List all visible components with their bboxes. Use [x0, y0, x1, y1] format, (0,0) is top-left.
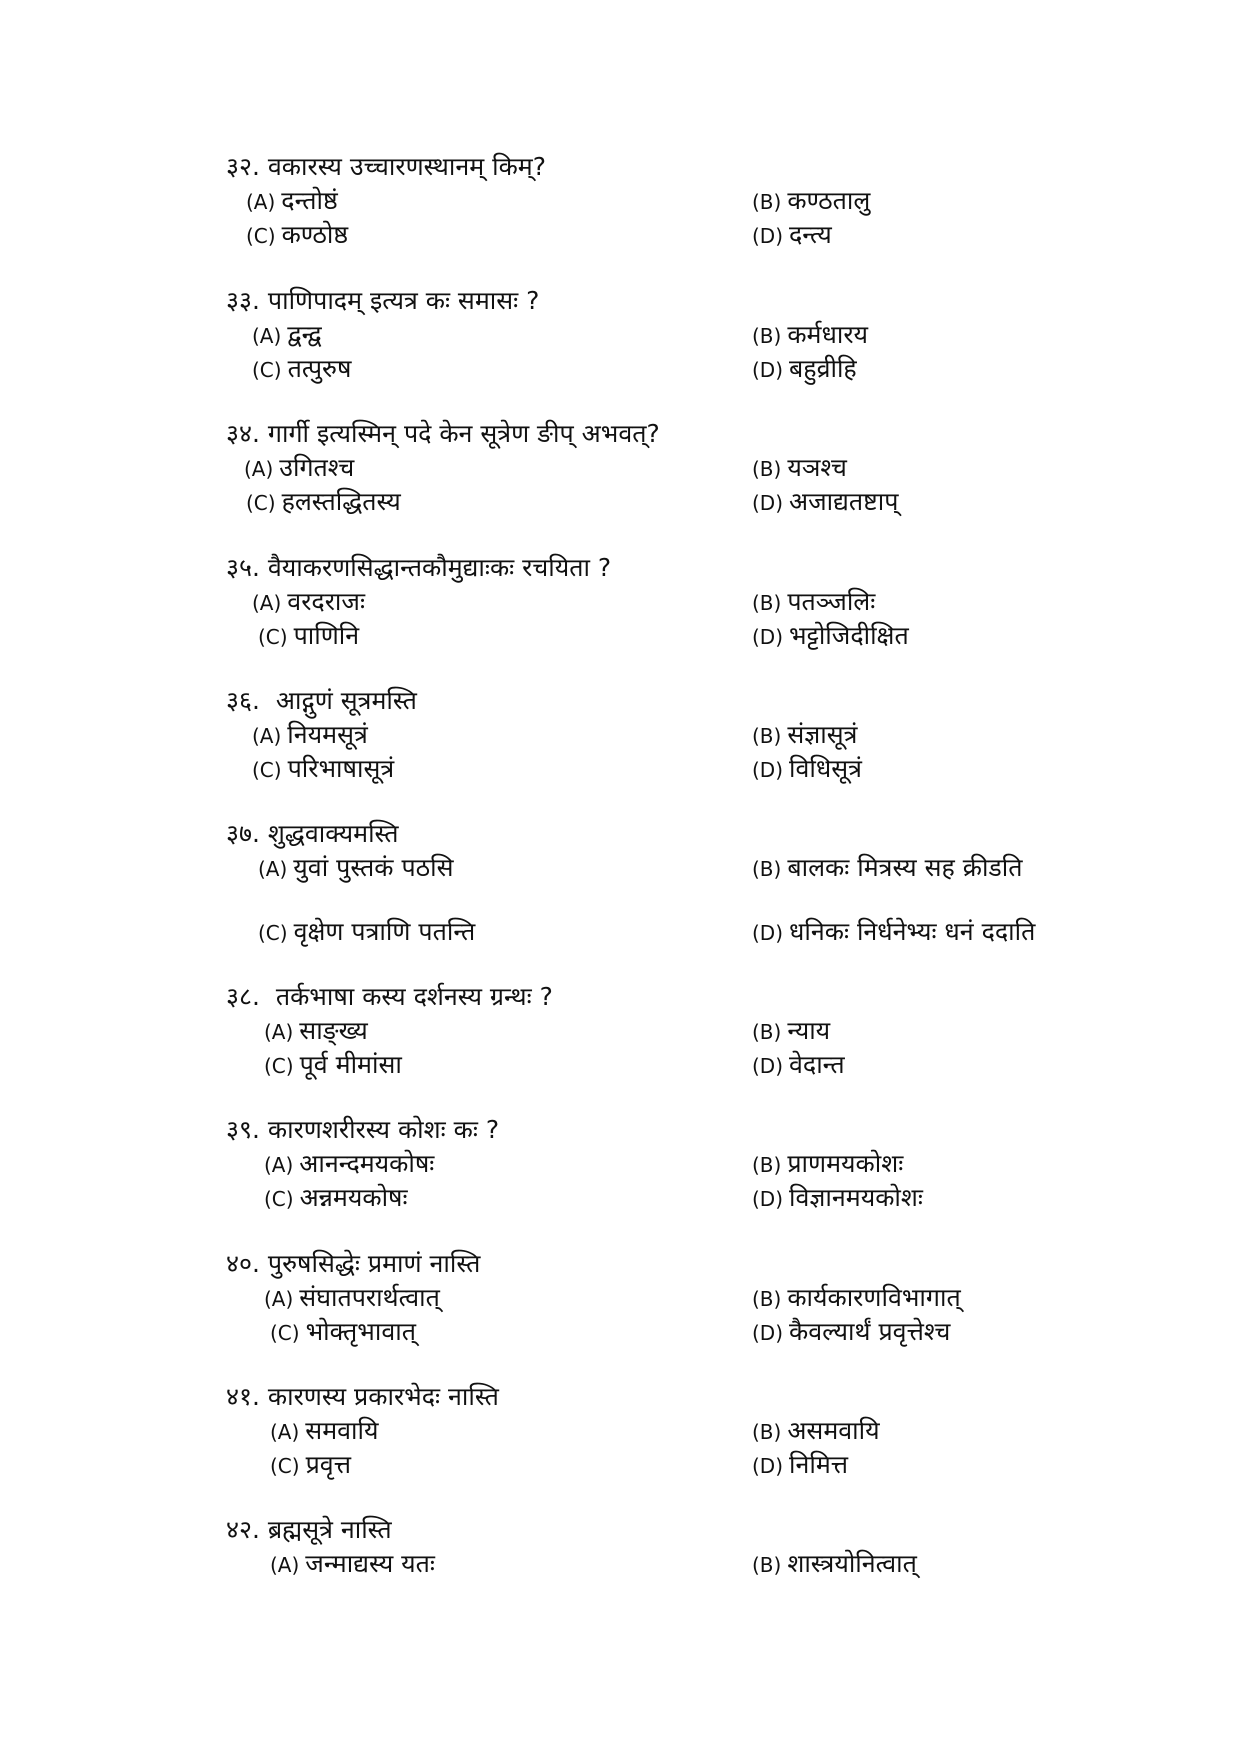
option-c[interactable] [270, 1448, 351, 1483]
question-32 [226, 150, 1126, 252]
option-b[interactable] [752, 1147, 903, 1182]
option-text: न्याय [787, 1016, 831, 1045]
option-c[interactable] [258, 619, 359, 654]
option-label: (B) [752, 1287, 782, 1311]
option-a[interactable] [264, 1281, 440, 1316]
option-text: कण्ठोष्ठ [281, 220, 349, 249]
option-label: (D) [752, 921, 784, 945]
option-a[interactable] [252, 585, 365, 620]
option-label: (C) [252, 358, 282, 382]
option-text: दन्तोष्ठं [281, 186, 338, 215]
question-39 [226, 1113, 1126, 1215]
option-label: (A) [252, 324, 282, 348]
option-label: (B) [752, 1153, 782, 1177]
question-title: ४१. कारणस्य प्रकारभेदः नास्ति [226, 1382, 499, 1411]
question-37 [226, 817, 1126, 949]
option-d[interactable] [752, 1181, 923, 1216]
question-title: ३४. गार्गी इत्यस्मिन् पदे केन सूत्रेण ङीप् अभवत्? [226, 419, 660, 448]
option-text: विधिसूत्रं [789, 754, 862, 783]
option-row [226, 1014, 1126, 1048]
option-b[interactable] [752, 318, 868, 353]
option-a[interactable] [252, 718, 368, 753]
option-a[interactable] [258, 851, 454, 886]
question-41 [226, 1380, 1126, 1482]
question-33 [226, 284, 1126, 386]
option-label: (C) [264, 1187, 294, 1211]
option-label: (C) [270, 1321, 300, 1345]
option-label: (B) [752, 724, 782, 748]
option-text: हलस्तद्धितस्य [281, 487, 401, 516]
option-b[interactable] [752, 1414, 880, 1449]
option-label: (B) [752, 1553, 782, 1577]
option-b[interactable] [752, 451, 847, 486]
option-d[interactable] [752, 1315, 950, 1350]
option-label: (D) [752, 491, 784, 515]
option-d[interactable] [752, 619, 909, 654]
option-text: दन्त्य [789, 220, 832, 249]
option-label: (C) [246, 224, 276, 248]
option-row [226, 1547, 1126, 1581]
option-text: कैवल्यार्थं प्रवृत्तेश्च [789, 1317, 951, 1346]
option-text: संज्ञासूत्रं [787, 720, 858, 749]
option-a[interactable] [246, 184, 338, 219]
option-label: (C) [270, 1454, 300, 1478]
option-text: प्रवृत्त [305, 1450, 351, 1479]
question-34 [226, 417, 1126, 519]
option-text: वरदराजः [287, 587, 365, 616]
option-text: अन्नमयकोषः [299, 1183, 408, 1212]
question-35 [226, 551, 1126, 653]
option-text: कर्मधारय [787, 320, 869, 349]
option-text: निमित्त [789, 1450, 849, 1479]
option-d[interactable] [752, 1448, 848, 1483]
option-a[interactable] [270, 1547, 435, 1582]
option-label: (A) [264, 1287, 294, 1311]
question-title: ३८. तर्कभाषा कस्य दर्शनस्य ग्रन्थः ? [226, 982, 553, 1011]
option-row [226, 218, 1126, 252]
option-label: (D) [752, 1454, 784, 1478]
option-d[interactable] [752, 352, 857, 387]
option-label: (C) [252, 758, 282, 782]
option-text: तत्पुरुष [287, 354, 352, 383]
option-b[interactable] [752, 1014, 830, 1049]
option-label: (D) [752, 758, 784, 782]
option-label: (B) [752, 1420, 782, 1444]
option-row [226, 585, 1126, 619]
option-text: नियमसूत्रं [287, 720, 368, 749]
option-row [226, 1048, 1126, 1082]
option-label: (C) [264, 1054, 294, 1078]
question-title: ३७. शुद्धवाक्यमस्ति [226, 819, 399, 848]
option-text: कण्ठतालु [787, 186, 871, 215]
option-text: अजाद्यतष्टाप् [789, 487, 899, 516]
option-label: (B) [752, 857, 782, 881]
option-text: यञश्च [787, 453, 847, 482]
option-label: (D) [752, 1321, 784, 1345]
option-text: कार्यकारणविभागात् [787, 1283, 961, 1312]
option-text: बहुव्रीहि [789, 354, 857, 383]
option-label: (D) [752, 1054, 784, 1078]
option-row [226, 184, 1126, 218]
question-38 [226, 980, 1126, 1082]
option-text: भट्टोजिदीक्षित [789, 621, 909, 650]
option-c[interactable] [252, 352, 351, 387]
option-text: प्राणमयकोशः [787, 1149, 904, 1178]
option-label: (A) [244, 457, 274, 481]
option-a[interactable] [264, 1014, 368, 1049]
option-d[interactable] [752, 485, 898, 520]
option-label: (B) [752, 591, 782, 615]
option-a[interactable] [252, 318, 322, 353]
option-label: (B) [752, 1020, 782, 1044]
option-b[interactable] [752, 1281, 961, 1316]
option-label: (A) [270, 1553, 300, 1577]
option-text: परिभाषासूत्रं [287, 754, 395, 783]
option-row [226, 915, 1126, 949]
option-row [226, 451, 1126, 485]
option-label: (C) [258, 921, 288, 945]
option-text: युवां पुस्तकं पठसि [293, 853, 454, 882]
question-title: ३५. वैयाकरणसिद्धान्तकौमुद्याःकः रचयिता ? [226, 553, 612, 582]
question-40 [226, 1247, 1126, 1349]
option-label: (B) [752, 324, 782, 348]
option-row [226, 352, 1126, 386]
option-c[interactable] [246, 485, 401, 520]
option-label: (A) [270, 1420, 300, 1444]
option-b[interactable] [752, 1547, 917, 1582]
question-title: ३३. पाणिपादम् इत्यत्र कः समासः ? [226, 286, 540, 315]
option-text: पतञ्जलिः [787, 587, 876, 616]
option-text: पूर्व मीमांसा [299, 1050, 402, 1079]
question-42 [226, 1513, 1126, 1581]
option-label: (A) [252, 724, 282, 748]
option-c[interactable] [270, 1315, 416, 1350]
option-row [226, 485, 1126, 519]
option-text: उगितश्च [279, 453, 355, 482]
option-c[interactable] [264, 1048, 402, 1083]
option-text: आनन्दमयकोषः [299, 1149, 435, 1178]
option-row [226, 1448, 1126, 1482]
option-text: धनिकः निर्धनेभ्यः धनं ददाति [789, 917, 1036, 946]
option-row [226, 1181, 1126, 1215]
question-title: ४०. पुरुषसिद्धेः प्रमाणं नास्ति [226, 1249, 481, 1278]
option-label: (D) [752, 1187, 784, 1211]
option-text: बालकः मित्रस्य सह क्रीडति [787, 853, 1023, 882]
option-label: (D) [752, 224, 784, 248]
option-label: (D) [752, 625, 784, 649]
option-label: (A) [252, 591, 282, 615]
option-row [226, 1414, 1126, 1448]
option-d[interactable] [752, 915, 1035, 950]
option-text: समवायि [305, 1416, 379, 1445]
option-row [226, 1281, 1126, 1315]
option-b[interactable] [752, 585, 875, 620]
option-label: (C) [258, 625, 288, 649]
option-row [226, 851, 1126, 885]
option-b[interactable] [752, 718, 857, 753]
option-text: पाणिनि [293, 621, 360, 650]
option-c[interactable] [252, 752, 394, 787]
option-row [226, 1147, 1126, 1181]
option-c[interactable] [264, 1181, 408, 1216]
option-label: (B) [752, 190, 782, 214]
option-text: साङ्ख्य [299, 1016, 368, 1045]
option-b[interactable] [752, 851, 1023, 886]
option-row [226, 718, 1126, 752]
option-a[interactable] [270, 1414, 379, 1449]
option-row [226, 1315, 1126, 1349]
question-title: ३२. वकारस्य उच्चारणस्थानम् किम्? [226, 152, 546, 181]
question-title: ३६. आद्गुणं सूत्रमस्ति [226, 686, 417, 715]
option-row [226, 619, 1126, 653]
option-label: (D) [752, 358, 784, 382]
option-text: विज्ञानमयकोशः [789, 1183, 923, 1212]
option-text: शास्त्रयोनित्वात् [787, 1549, 917, 1578]
option-label: (A) [246, 190, 276, 214]
option-d[interactable] [752, 1048, 845, 1083]
option-text: भोक्तृभावात् [305, 1317, 416, 1346]
option-label: (B) [752, 457, 782, 481]
option-row [226, 752, 1126, 786]
option-c[interactable] [246, 218, 348, 253]
option-text: असमवायि [787, 1416, 880, 1445]
option-text: संघातपरार्थत्वात् [299, 1283, 440, 1312]
option-row [226, 318, 1126, 352]
option-text: वृक्षेण पत्राणि पतन्ति [293, 917, 476, 946]
option-b[interactable] [752, 184, 870, 219]
option-text: वेदान्त [789, 1050, 845, 1079]
option-d[interactable] [752, 752, 862, 787]
option-label: (A) [264, 1153, 294, 1177]
option-label: (A) [258, 857, 288, 881]
option-d[interactable] [752, 218, 832, 253]
option-text: द्वन्द्व [287, 320, 322, 349]
question-title: ४२. ब्रह्मसूत्रे नास्ति [226, 1515, 392, 1544]
option-text: जन्माद्यस्य यतः [305, 1549, 435, 1578]
option-label: (A) [264, 1020, 294, 1044]
option-c[interactable] [258, 915, 475, 950]
question-title: ३९. कारणशरीरस्य कोशः कः ? [226, 1115, 500, 1144]
option-label: (C) [246, 491, 276, 515]
option-a[interactable] [244, 451, 354, 486]
option-a[interactable] [264, 1147, 434, 1182]
question-36 [226, 684, 1126, 786]
